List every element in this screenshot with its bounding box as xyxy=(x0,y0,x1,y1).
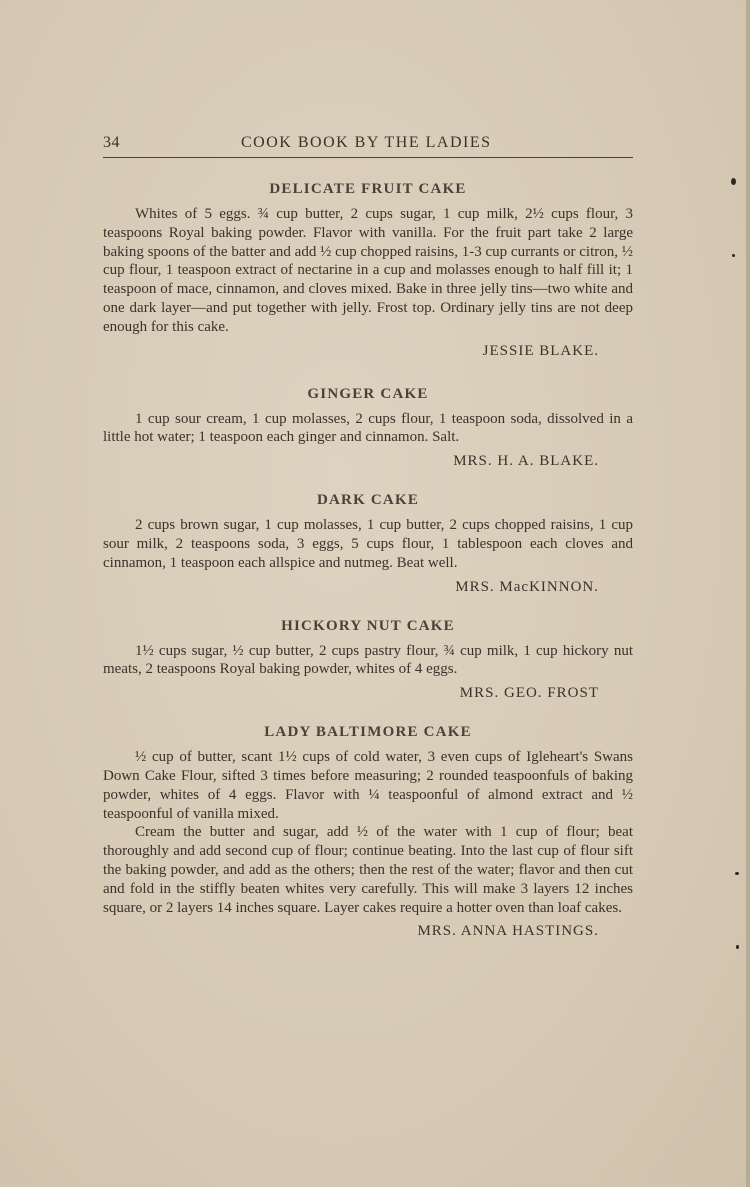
recipe-delicate-fruit-cake xyxy=(103,180,633,361)
recipe-text: 1½ cups sugar, ½ cup butter, 2 cups pastry flour, ¾ cup milk, 1 cup hickory nut meats, 2 teaspoons Royal baking powder, whites of 4 eggs. xyxy=(103,642,633,678)
recipe-text: 2 cups brown sugar, 1 cup molasses, 1 cup butter, 2 cups chopped raisins, 1 cup sour milk, 2 teaspoons soda, 3 eggs, 5 cups flour, 1 tablespoon each cloves and cinnamon, 1 teaspoon each allspice and nutmeg. Beat well. xyxy=(103,517,633,571)
recipe-text: ½ cup of butter, scant 1½ cups of cold water, 3 even cups of Igleheart's Swans Down Cake Flour, sifted 3 times before measuring; 2 rounded teaspoonfuls of baking powder, whites of 4 eggs. Flavor with ¼ teaspoonful of almond extract and ½ teaspoonful of vanilla mixed. xyxy=(103,749,633,822)
ink-speck xyxy=(736,945,739,949)
page-header xyxy=(103,131,633,158)
recipe-author: JESSIE BLAKE. xyxy=(482,342,599,359)
recipe-text: 1 cup sour cream, 1 cup molasses, 2 cups flour, 1 teaspoon soda, dissolved in a little hot water; 1 teaspoon each ginger and cinnamon. Salt. xyxy=(103,410,633,446)
recipe-title: GINGER CAKE xyxy=(307,385,429,402)
recipe-author: MRS. MacKINNON. xyxy=(455,578,599,595)
recipe-author: MRS. H. A. BLAKE. xyxy=(453,453,599,470)
recipe-lady-baltimore-cake xyxy=(103,723,633,941)
ink-speck xyxy=(731,178,736,185)
page-number: 34 xyxy=(103,134,120,151)
recipe-title: DELICATE FRUIT CAKE xyxy=(269,181,467,197)
recipe-text: Cream the butter and sugar, add ½ of the water with 1 cup of flour; beat thoroughly and add second cup of flour; continue beating. Into the last cup of flour sift the baking powder, and add as the others; then the rest of the water; flavor and then cut and fold in the stiffly beaten whites very carefully. This will make 3 layers 12 inches square, or 2 layers 14 inches square. Layer cakes require a hotter oven than loaf cakes. xyxy=(103,824,633,916)
recipe-dark-cake xyxy=(103,491,633,596)
page-content xyxy=(103,180,633,941)
recipe-ginger-cake xyxy=(103,385,633,472)
ink-speck xyxy=(735,872,739,875)
page-edge xyxy=(746,0,750,1187)
ink-speck xyxy=(732,254,735,257)
recipe-author: MRS. GEO. FROST xyxy=(459,685,599,702)
recipe-title: LADY BALTIMORE CAKE xyxy=(264,724,472,741)
recipe-text: Whites of 5 eggs. ¾ cup butter, 2 cups sugar, 1 cup milk, 2½ cups flour, 3 teaspoons Royal baking powder. Flavor with vanilla. For the fruit part take 2 large baking spoons of the batter and add ½ cup chopped raisins, 1-3 cup currants or citron, ½ cup flour, 1 teaspoon extract of nectarine in a cup and molasses enough to half fill it; 1 teaspoon of mace, cinnamon, and cloves mixed. Bake in three jelly tins—two white and one dark layer—and put together with jelly. Frost top. Ordinary jelly tins are not deep enough for this cake. xyxy=(103,206,633,335)
running-title: COOK BOOK BY THE LADIES xyxy=(241,134,492,151)
recipe-author: MRS. ANNA HASTINGS. xyxy=(417,923,599,940)
recipe-hickory-nut-cake xyxy=(103,617,633,704)
recipe-title: HICKORY NUT CAKE xyxy=(281,617,455,634)
recipe-title: DARK CAKE xyxy=(316,492,420,509)
